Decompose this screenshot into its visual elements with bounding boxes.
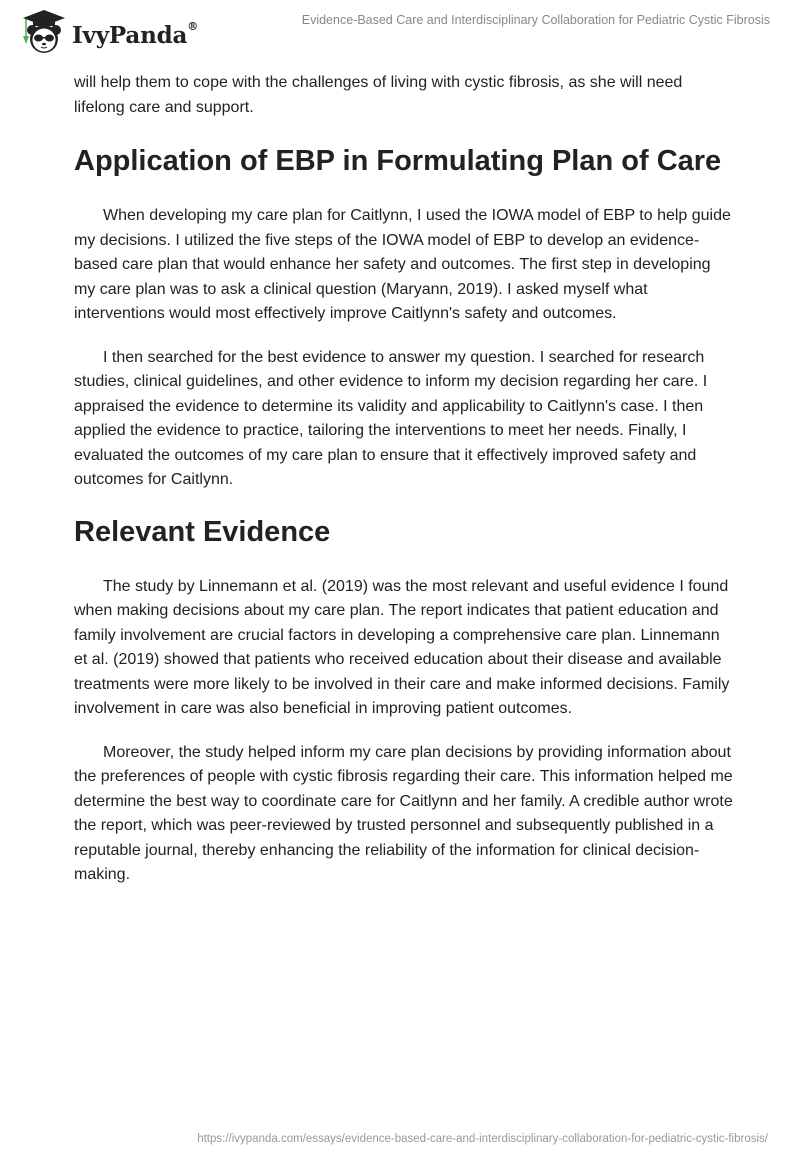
paragraph: When developing my care plan for Caitlynn, I used the IOWA model of EBP to help guide my decisions. I utilized the five steps of the IOWA model of EBP to develop an evidence-based care plan that would enhance her safety and outcomes. The first step in developing my care plan was to ask a clinical question (Maryann, 2019). I asked myself what interventions would most effectively improve Caitlynn's safety and outcomes.	[74, 207, 731, 322]
document-title: Evidence-Based Care and Interdisciplinary Collaboration for Pediatric Cystic Fibrosis	[301, 13, 770, 27]
brand-name: IvyPanda®	[72, 19, 198, 49]
panda-graduate-icon	[20, 8, 66, 56]
paragraph: Moreover, the study helped inform my care plan decisions by providing information about the preferences of people with cystic fibrosis regarding their care. This information helped me determine the best way to coordinate care for Caitlynn and her family. A credible author wrote the report, which was peer-reviewed by trusted personnel and subsequently published in a reputable journal, thereby enhancing the reliability of the information for clinical decision-making.	[74, 743, 733, 883]
section-heading-relevant-evidence: Relevant Evidence	[74, 515, 331, 548]
intro-continuation-paragraph: will help them to cope with the challenges of living with cystic fibrosis, as she will need lifelong care and support.	[74, 74, 683, 116]
article-body	[74, 71, 734, 888]
paragraph: I then searched for the best evidence to answer my question. I searched for research studies, clinical guidelines, and other evidence to inform my decision regarding her care. I appraised the evidence to determine its validity and applicability to Caitlynn's case. I then applied the evidence to practice, tailoring the interventions to meet her needs. Finally, I evaluated the outcomes of my care plan to ensure that it effectively improved safety and outcomes for Caitlynn.	[74, 348, 708, 488]
source-url-link[interactable]: https://ivypanda.com/essays/evidence-based-care-and-interdisciplinary-collaboration-for-pediatric-cystic-fibrosis/	[197, 1133, 768, 1145]
page-header	[0, 0, 800, 60]
paragraph: The study by Linnemann et al. (2019) was the most relevant and useful evidence I found when making decisions about my care plan. The report indicates that patient education and family involvement are crucial factors in developing a comprehensive care plan. Linnemann et al. (2019) showed that patients who received education about their disease and available treatments were more likely to be involved in their care and make informed decisions. Family involvement in care was also beneficial in improving patient outcomes.	[74, 577, 730, 717]
section-heading-application-of-ebp: Application of EBP in Formulating Plan of Care	[74, 145, 722, 177]
ivypanda-logo[interactable]	[20, 8, 198, 56]
